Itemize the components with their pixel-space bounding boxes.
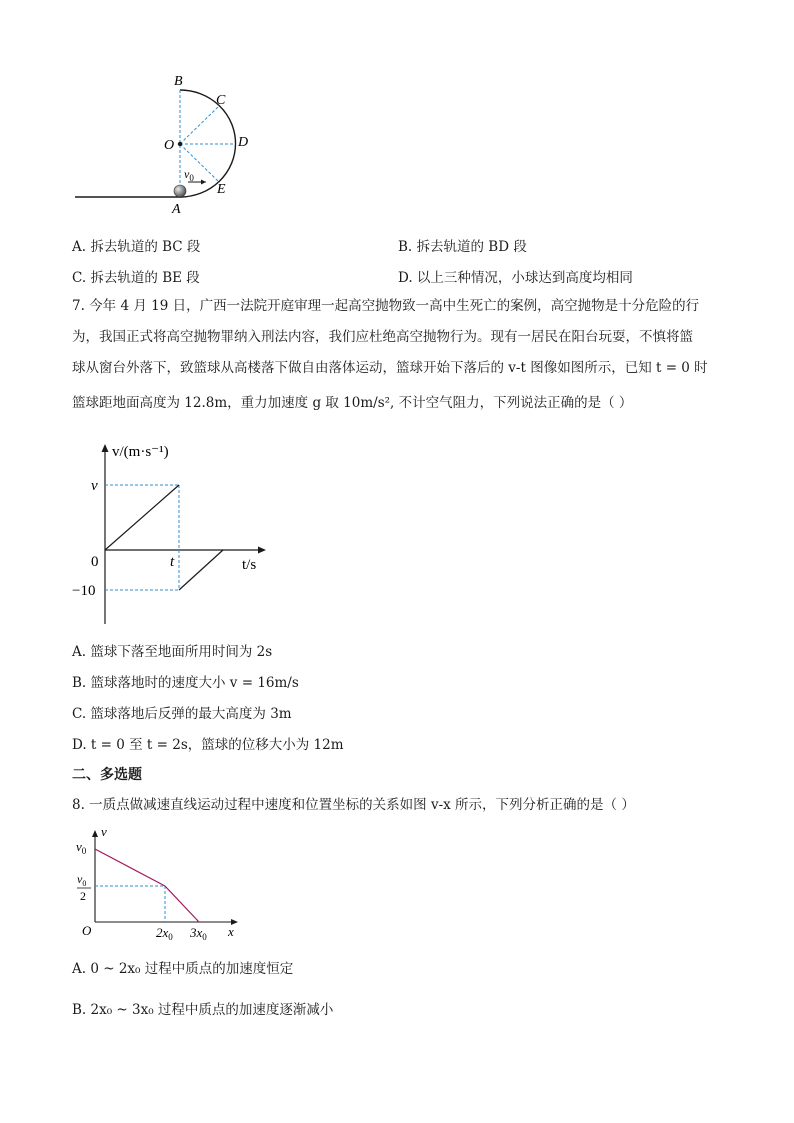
rise-segment [105,485,179,550]
x-axis-label [242,557,256,573]
q7-option-a[interactable]: A. 篮球下落至地面所用时间为 2s [72,644,273,660]
label-o: O [164,138,175,153]
q6-option-a[interactable]: A. 拆去轨道的 BC 段 [72,239,201,255]
label-2x0: $2x_0$ [156,925,173,942]
section-heading-multiple-choice: 二、多选题 [72,767,142,783]
q6-option-d[interactable]: D. 以上三种情况，小球达到高度均相同 [398,270,633,286]
label-3x0: $3x_0$ [190,925,207,942]
q7-option-d[interactable]: D. t = 0 至 t = 2s，篮球的位移大小为 12m [72,737,344,753]
label-v: v [101,824,107,839]
rebound-segment [179,550,223,590]
q7-stem-line-1: 7. 今年 4 月 19 日，广西一法院开庭审理一起高空抛物致一高中生死亡的案例，高空抛物是十分危险的行 [72,298,700,314]
q8-option-a[interactable]: A. 0 ~ 2x₀ 过程中质点的加速度恒定 [72,961,294,977]
label-half-v0-denominator: 2 [80,889,86,903]
track-figure [70,70,270,220]
label-neg10: −10 [72,583,96,599]
q8-option-b[interactable]: B. 2x₀ ~ 3x₀ 过程中质点的加速度逐渐减小 [72,1002,334,1018]
q8-stem-line-1: 8. 一质点做减速直线运动过程中速度和位置坐标的关系如图 v-x 所示，下列分析正确的是（ ） [72,797,635,813]
label-t: t [170,554,175,570]
vx-graph [72,822,252,944]
graph-segment-1 [95,849,165,886]
label-e: E [217,182,226,197]
y-axis-arrowhead [102,444,109,452]
label-d: D [238,135,249,150]
center-point [178,142,182,146]
q6-option-c[interactable]: C. 拆去轨道的 BE 段 [72,270,200,286]
label-b: B [174,74,183,89]
label-a: A [172,202,181,217]
label-v0: $v_0$ [184,167,194,183]
ball [174,185,186,197]
label-origin: O [82,923,92,938]
q7-option-b[interactable]: B. 篮球落地时的速度大小 v = 16m/s [72,675,299,691]
x-axis-arrowhead [258,547,266,554]
q6-option-b[interactable]: B. 拆去轨道的 BD 段 [398,239,527,255]
dashed-oc [180,106,219,144]
label-c: C [216,93,226,108]
y-axis-arrowhead [92,830,98,837]
label-zero: 0 [91,554,99,570]
x-axis-label-text: t/s [242,557,257,573]
graph-segment-2 [165,886,199,922]
label-half-v0-numerator: $v_0$ [77,872,87,888]
label-v: v [91,478,98,494]
velocity-arrowhead [201,180,206,185]
vt-graph [66,432,286,632]
q7-option-c[interactable]: C. 篮球落地后反弹的最大高度为 3m [72,706,292,722]
label-x: x [228,924,234,939]
label-v0: $v_0$ [76,839,87,856]
q7-stem-line-3: 球从窗台外落下，致篮球从高楼落下做自由落体运动，篮球开始下落后的 v-t 图像如图所示，已知 t = 0 时 [72,360,708,376]
q7-stem-line-2: 为，我国正式将高空抛物罪纳入刑法内容，我们应杜绝高空抛物行为。现有一居民在阳台玩耍，不慎将篮 [72,329,693,345]
y-axis-label: v/(m·s⁻¹) [112,444,169,460]
q7-stem-line-4: 篮球距地面高度为 12.8m，重力加速度 g 取 10m/s², 不计空气阻力，下列说法正确的是（ ） [72,395,633,411]
